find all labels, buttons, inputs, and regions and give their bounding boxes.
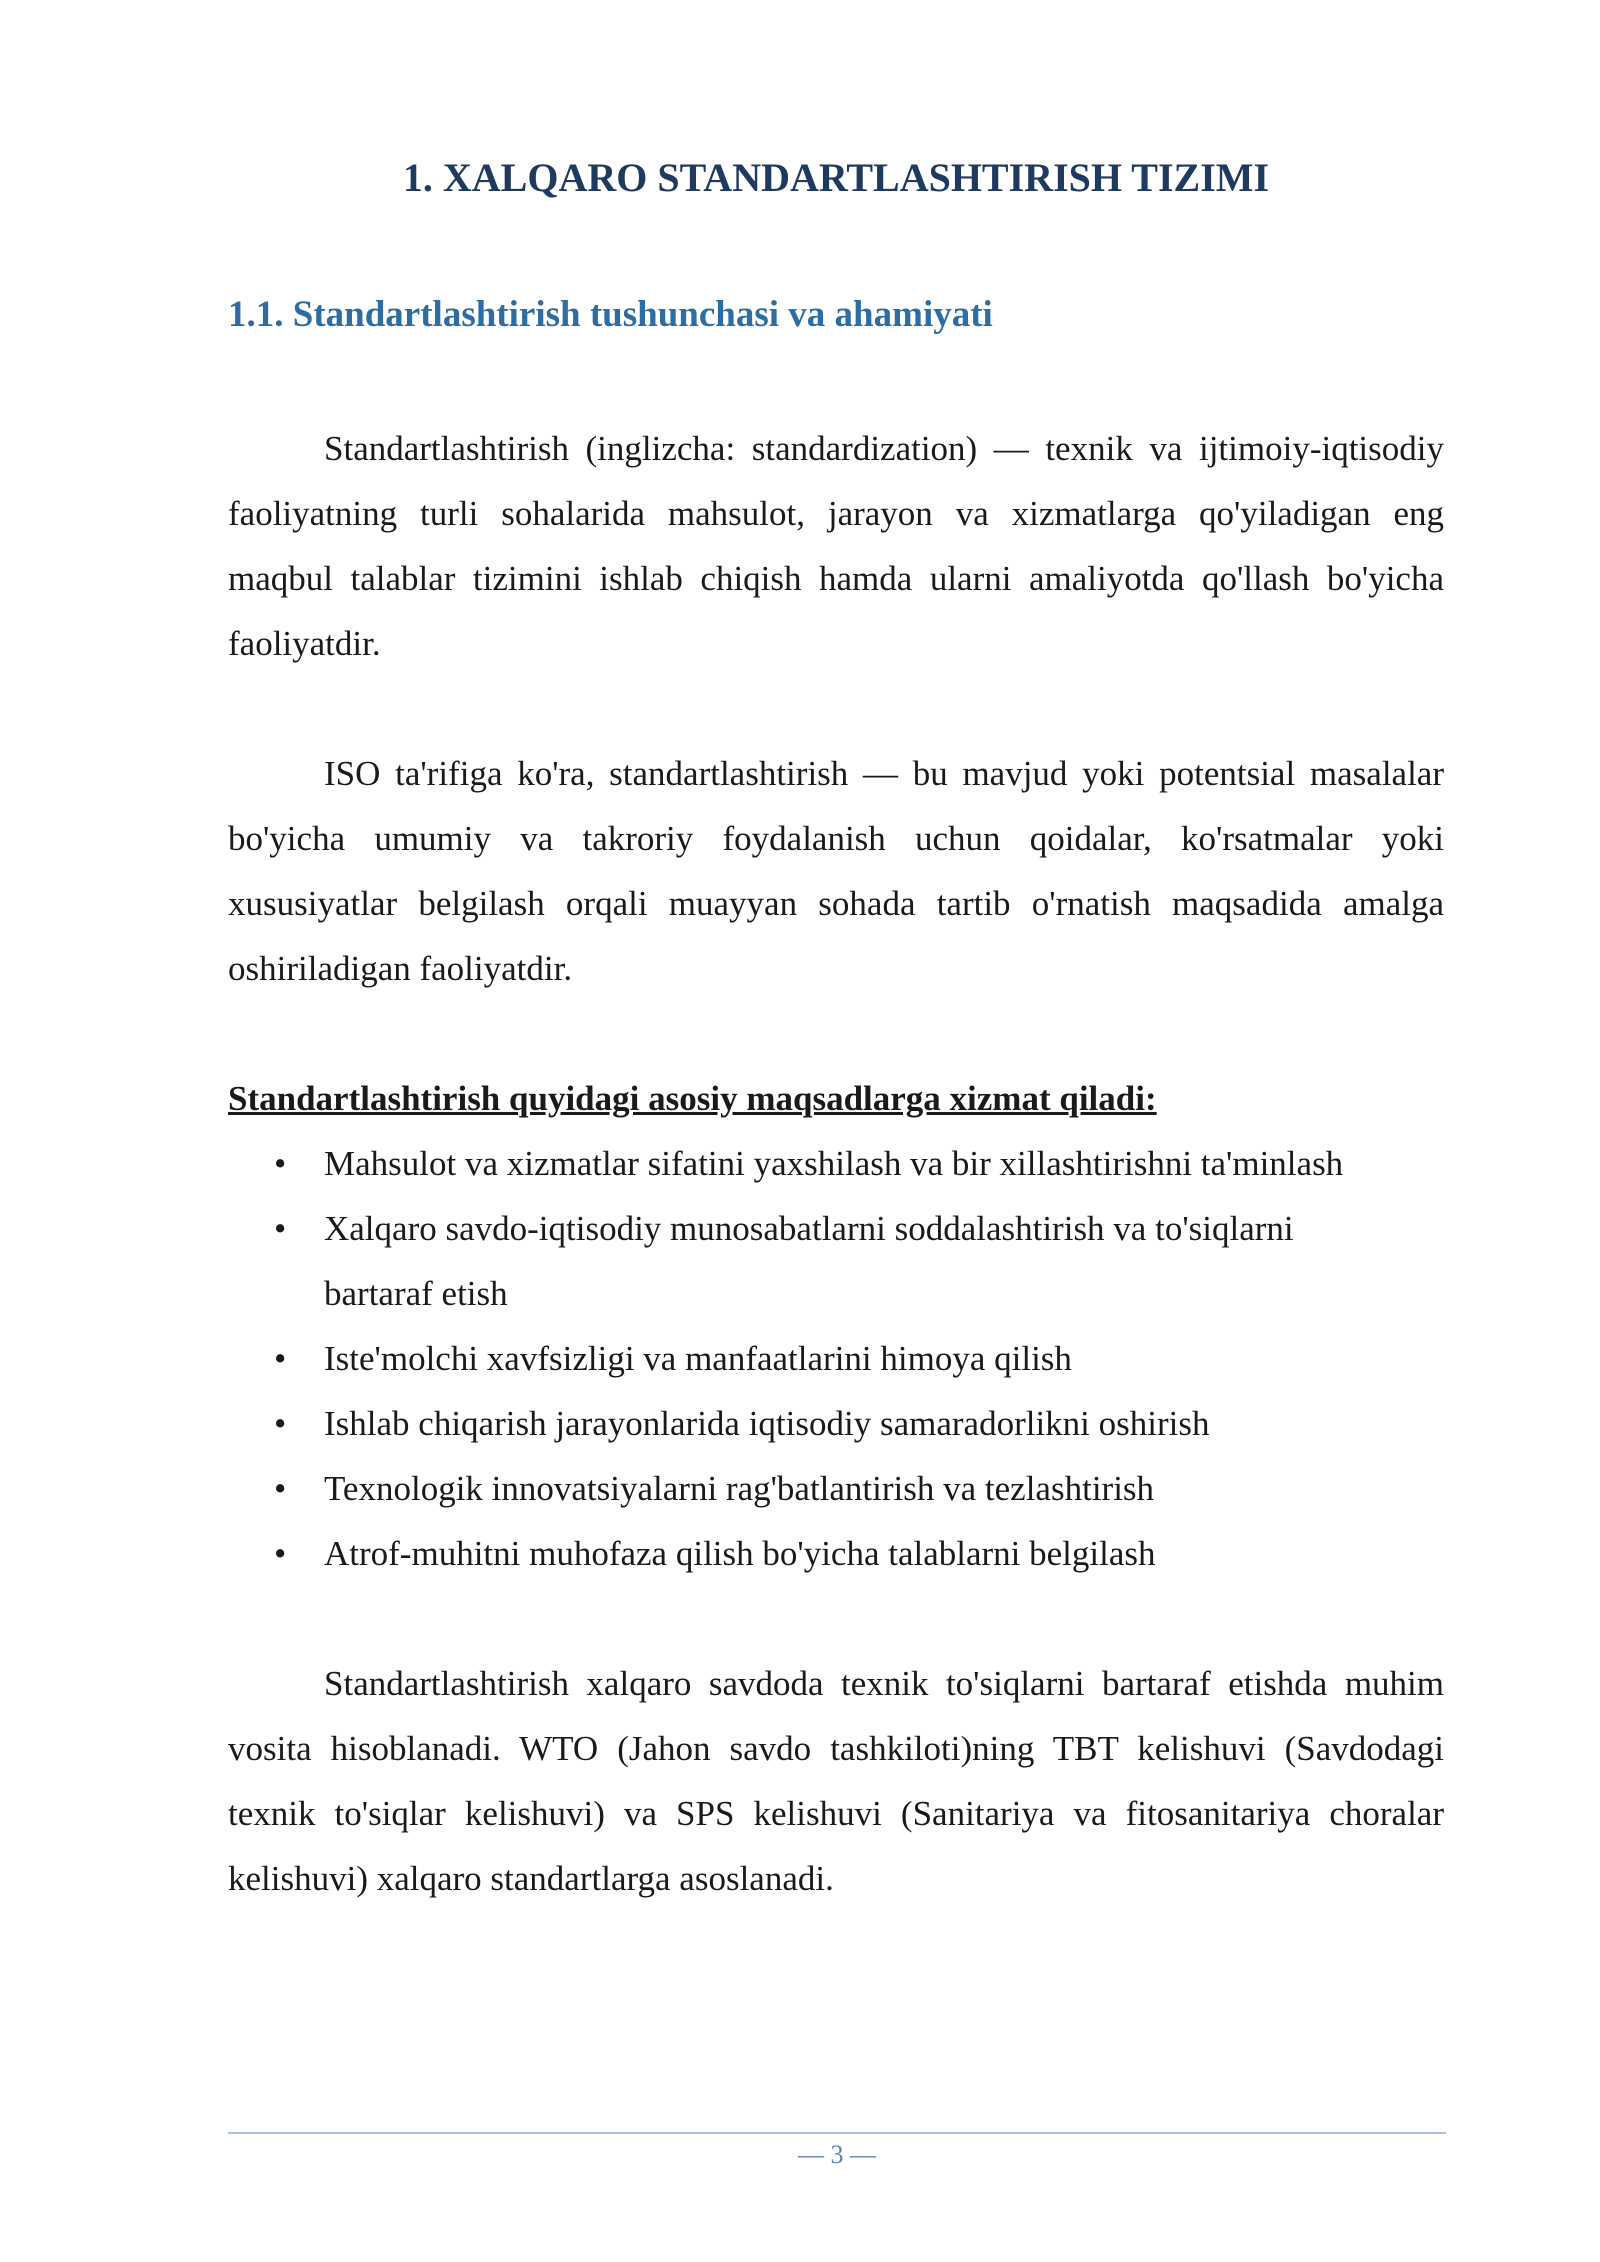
list-item <box>228 1391 1444 1456</box>
paragraph-definition: Standartlashtirish (inglizcha: standardization) — texnik va ijtimoiy-iqtisodiy faoliyatning turli sohalarida mahsulot, jarayon va xizmatlarga qo'yiladigan eng maqbul talablar tizimini ishlab chiqish hamda ularni amaliyotda qo'llash bo'yicha faoliyatdir. <box>228 429 1444 663</box>
list-item <box>228 1196 1444 1326</box>
bullet-icon: • <box>274 1209 287 1248</box>
list-item-text: Xalqaro savdo-iqtisodiy munosabatlarni soddalashtirish va to'siqlarni bartaraf etish <box>324 1209 1294 1313</box>
goals-heading: Standartlashtirish quyidagi asosiy maqsadlarga xizmat qiladi: <box>228 1079 1157 1118</box>
footer-divider <box>228 2132 1446 2134</box>
list-item-text: Atrof-muhitni muhofaza qilish bo'yicha talablarni belgilash <box>324 1534 1156 1573</box>
paragraph-trade-barriers: Standartlashtirish xalqaro savdoda texnik to'siqlarni bartaraf etishda muhim vosita hisoblanadi. WTO (Jahon savdo tashkiloti)ning TBT kelishuvi (Savdodagi texnik to'siqlar kelishuvi) va SPS kelishuvi (Sanitariya va fitosanitariya choralar kelishuvi) xalqaro standartlarga asoslanadi. <box>228 1664 1444 1898</box>
list-item-text: Iste'molchi xavfsizligi va manfaatlarini himoya qilish <box>324 1339 1072 1378</box>
list-item-text: Ishlab chiqarish jarayonlarida iqtisodiy samaradorlikni oshirish <box>324 1404 1210 1443</box>
list-item-text: Mahsulot va xizmatlar sifatini yaxshilash va bir xillashtirishni ta'minlash <box>324 1144 1344 1183</box>
list-item-text: Texnologik innovatsiyalarni rag'batlantirish va tezlashtirish <box>324 1469 1155 1508</box>
bullet-icon: • <box>274 1144 287 1183</box>
list-item <box>228 1521 1444 1586</box>
document-page <box>228 0 1444 2262</box>
paragraph-iso-definition: ISO ta'rifiga ko'ra, standartlashtirish — bu mavjud yoki potentsial masalalar bo'yicha umumiy va takroriy foydalanish uchun qoidalar, ko'rsatmalar yoki xususiyatlar belgilash orqali muayyan sohada tartib o'rnatish maqsadida amalga oshiriladigan faoliyatdir. <box>228 754 1444 988</box>
bullet-icon: • <box>274 1534 287 1573</box>
section-title: 1.1. Standartlashtirish tushunchasi va ahamiyati <box>228 294 993 335</box>
chapter-title: 1. XALQARO STANDARTLASHTIRISH TIZIMI <box>402 155 1270 200</box>
list-item <box>228 1456 1444 1521</box>
bullet-icon: • <box>274 1404 287 1443</box>
bullet-icon: • <box>274 1469 287 1508</box>
page-number: — 3 — <box>798 2140 876 2169</box>
goals-list <box>228 1131 1444 1586</box>
bullet-icon: • <box>274 1339 287 1378</box>
list-item <box>228 1131 1444 1196</box>
list-item <box>228 1326 1444 1391</box>
